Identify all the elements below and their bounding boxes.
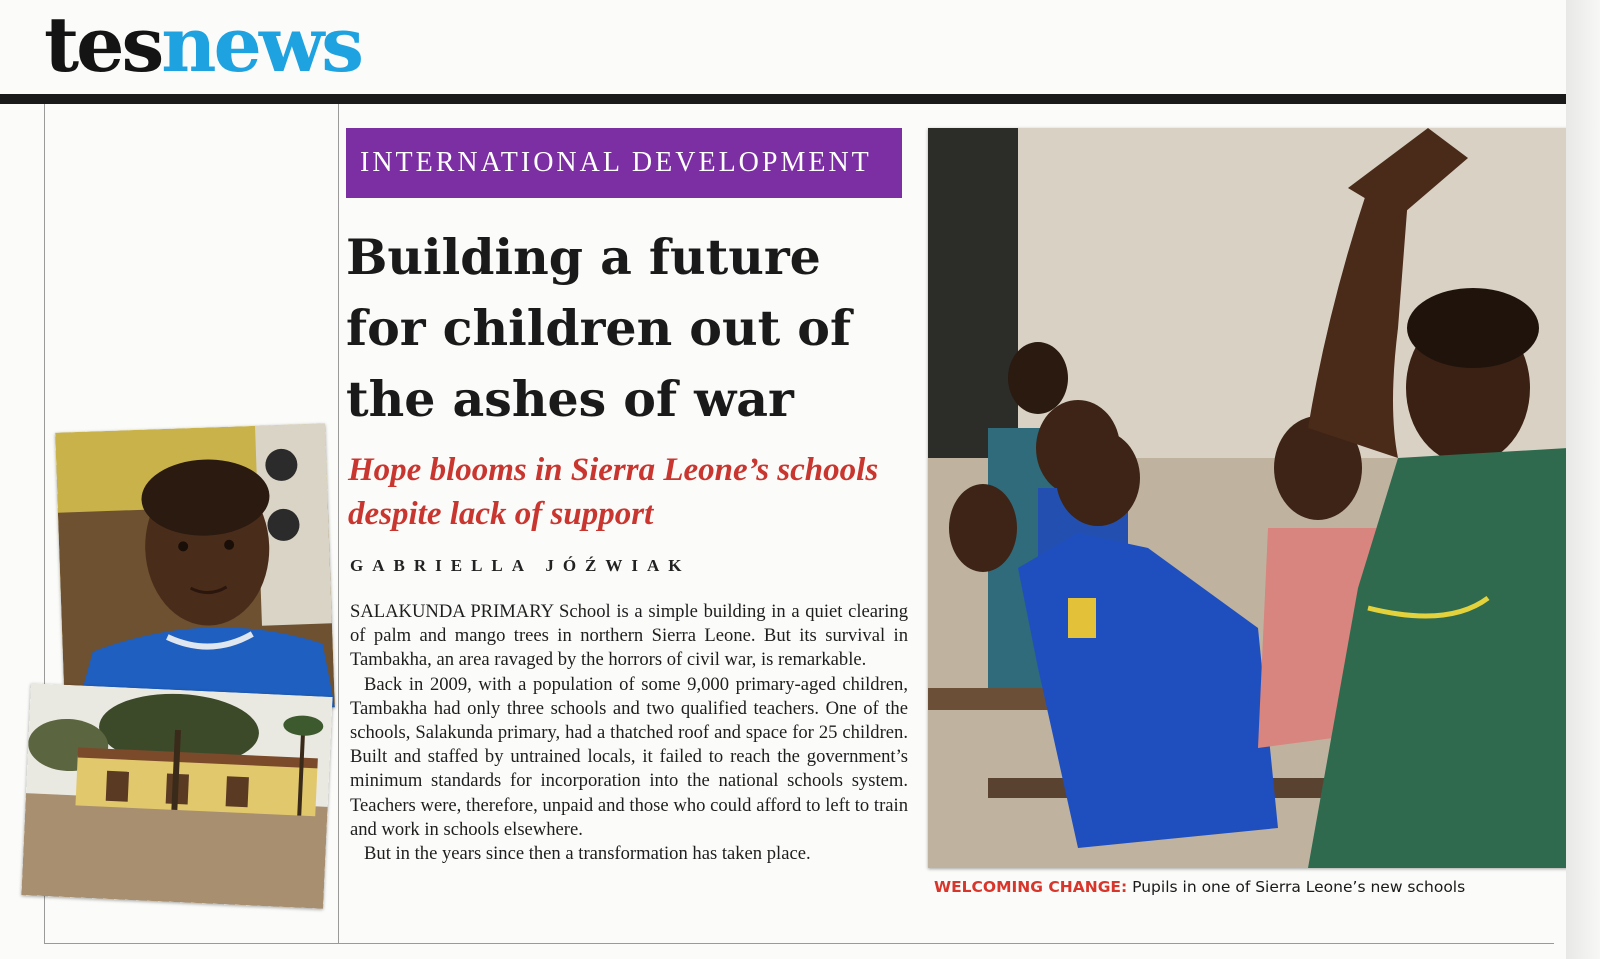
masthead-rule	[0, 94, 1600, 104]
logo-news: news	[161, 0, 362, 89]
standfirst: Hope blooms in Sierra Leone’s schools despite lack of support	[348, 452, 879, 532]
body-paragraph: Back in 2009, with a population of some 9,000 primary-aged children, Tambakha had only three schools and two qualified teachers. One of the schools, Salakunda primary, had a thatched roof and space for 25 children. Built and staffed by untrained locals, it failed to reach the government’s minimum standards for incorporation into the national schools system. Teachers were, therefore, unpaid and those who could afford to left to train and work in schools elsewhere.	[350, 673, 908, 840]
caption-text: Pupils in one of Sierra Leone’s new schools	[1127, 878, 1466, 896]
tes-news-logo	[44, 0, 361, 90]
body-paragraph: But in the years since then a transformation has taken place.	[364, 843, 811, 865]
logo-tes: tes	[44, 0, 162, 89]
girl-portrait-photo	[55, 423, 335, 716]
page-edge	[1566, 0, 1600, 959]
headline: Building a future for children out of the ashes of war	[346, 228, 852, 428]
masthead	[44, 0, 361, 90]
school-building-photo	[21, 683, 332, 908]
classroom-photo	[928, 128, 1568, 868]
article-body	[350, 600, 908, 866]
photo-caption	[934, 878, 1465, 896]
caption-lead: WELCOMING CHANGE:	[934, 878, 1128, 896]
frame-bottom-rule	[44, 943, 1554, 944]
column-divider	[338, 104, 339, 944]
section-label: INTERNATIONAL DEVELOPMENT	[346, 128, 902, 198]
byline: GABRIELLA JÓŹWIAK	[350, 556, 691, 575]
body-paragraph: SALAKUNDA PRIMARY School is a simple building in a quiet clearing of palm and mango trees in northern Sierra Leone. But its survival in Tambakha, an area ravaged by the horrors of civil war, is remarkable.	[350, 601, 908, 671]
